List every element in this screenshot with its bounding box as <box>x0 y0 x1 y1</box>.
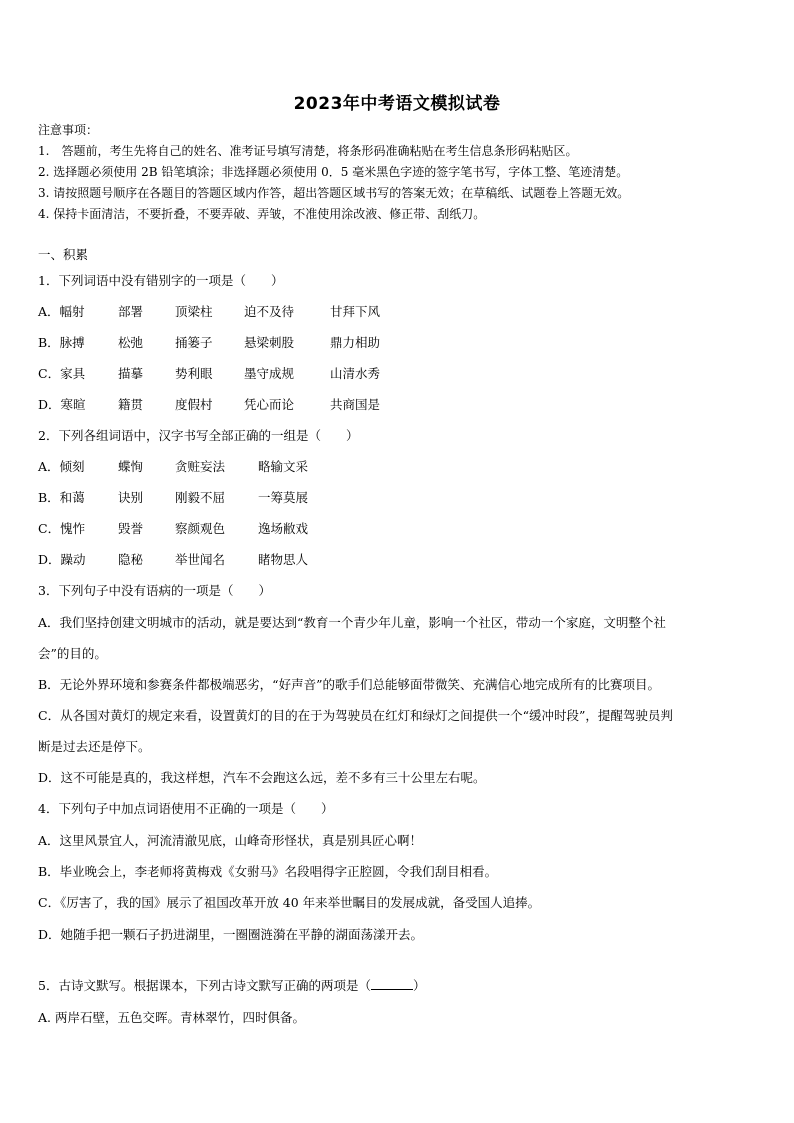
option-word: 刚毅不屈 <box>175 490 226 505</box>
question-4-stem: 4．下列句子中加点词语使用不正确的一项是（ ） <box>38 801 334 816</box>
question-4-option-c: C．《厉害了，我的国》展示了祖国改革开放 40 年来举世瞩目的发展成就，备受国人追捧。 <box>38 895 541 910</box>
option-label: C．愧怍 <box>38 521 86 536</box>
question-3-option-c-cont: 断是过去还是停下。 <box>38 739 151 754</box>
option-word: 部署 <box>118 304 144 319</box>
option-word: 迫不及待 <box>244 304 295 319</box>
answer-blank[interactable] <box>371 978 413 990</box>
option-word: 墨守成规 <box>244 366 295 381</box>
option-word: 捅篓子 <box>175 335 213 350</box>
option-label: B．和蔼 <box>38 490 85 505</box>
option-word: 描摹 <box>118 366 144 381</box>
option-word: 山清水秀 <box>330 366 381 381</box>
note-item: 3. 请按照题号顺序在各题目的答题区域内作答，超出答题区域书写的答案无效；在草稿纸、试题卷上答题无效。 <box>38 186 630 200</box>
option-label: C．家具 <box>38 366 86 381</box>
option-word: 毁誉 <box>118 521 144 536</box>
option-word: 共商国是 <box>330 397 381 412</box>
option-word: 察颜观色 <box>175 521 226 536</box>
option-word: 鼎力相助 <box>330 335 381 350</box>
option-label: D．寒暄 <box>38 397 86 412</box>
option-word: 凭心而论 <box>244 397 295 412</box>
question-3-option-c: C．从各国对黄灯的规定来看，设置黄灯的目的在于为驾驶员在红灯和绿灯之间提供一个“缓冲时段”，提醒驾驶员判 <box>38 708 673 723</box>
question-4-option-a: A．这里风景宜人，河流清澈见底，山峰奇形怪状，真是别具匠心啊！ <box>38 833 423 848</box>
option-word: 悬梁刺股 <box>244 335 295 350</box>
option-word: 籍贯 <box>118 397 144 412</box>
option-word: 势利眼 <box>175 366 213 381</box>
notes-heading: 注意事项： <box>38 123 99 137</box>
question-3-stem: 3．下列句子中没有语病的一项是（ ） <box>38 583 271 598</box>
option-word: 顶梁柱 <box>175 304 213 319</box>
question-4-option-d: D．她随手把一颗石子扔进湖里，一圈圈涟漪在平静的湖面荡漾开去。 <box>38 927 424 942</box>
question-5-option-a: A. 两岸石壁，五色交晖。青林翠竹，四时俱备。 <box>38 1010 305 1025</box>
option-word: 松弛 <box>118 335 144 350</box>
question-3-option-a: A．我们坚持创建文明城市的活动，就是要达到“教育一个青少年儿童，影响一个社区，带动一个家庭，文明整个社 <box>38 615 666 630</box>
option-label: A．倾刻 <box>38 459 85 474</box>
question-2-stem: 2．下列各组词语中，汉字书写全部正确的一组是（ ） <box>38 428 359 443</box>
option-word: 蝶恂 <box>118 459 144 474</box>
question-3-option-d: D．这不可能是真的，我这样想，汽车不会跑这么远，差不多有三十公里左右呢。 <box>38 770 486 785</box>
option-word: 一筹莫展 <box>258 490 309 505</box>
question-1-stem: 1．下列词语中没有错别字的一项是（ ） <box>38 273 284 288</box>
page-title: 2023年中考语文模拟试卷 <box>293 94 501 114</box>
option-word: 略输文采 <box>258 459 309 474</box>
option-word: 贪赃妄法 <box>175 459 226 474</box>
section-heading: 一、积累 <box>38 247 89 262</box>
question-4-option-b: B．毕业晚会上，李老师将黄梅戏《女驸马》名段唱得字正腔圆，令我们刮目相看。 <box>38 864 498 879</box>
question-3-option-a-cont: 会”的目的。 <box>38 646 107 661</box>
question-5-stem <box>38 978 425 994</box>
question-3-option-b: B．无论外界环境和参赛条件都极端恶劣，“好声音”的歌手们总能够面带微笑、充满信心地完成所有的比赛项目。 <box>38 677 660 692</box>
question-5-stem-close: ） <box>412 978 426 993</box>
question-5-stem-text: 5．古诗文默写。根据课本，下列古诗文默写正确的两项是（ <box>38 978 371 993</box>
option-label: B．脉搏 <box>38 335 85 350</box>
option-word: 度假村 <box>175 397 213 412</box>
option-word: 甘拜下风 <box>330 304 381 319</box>
note-item: 1. 答题前，考生先将自己的姓名、准考证号填写清楚，将条形码准确粘贴在考生信息条形码粘贴区。 <box>38 144 578 158</box>
option-word: 诀别 <box>118 490 144 505</box>
note-item: 2. 选择题必须使用 2B 铅笔填涂；非选择题必须使用 0．5 毫米黑色字迹的签字笔书写，字体工整、笔迹清楚。 <box>38 165 629 179</box>
option-word: 举世闻名 <box>175 552 226 567</box>
option-word: 睹物思人 <box>258 552 309 567</box>
option-word: 隐秘 <box>118 552 144 567</box>
option-label: D．躁动 <box>38 552 86 567</box>
option-label: A．幅射 <box>38 304 85 319</box>
note-item: 4. 保持卡面清洁，不要折叠，不要弄破、弄皱，不准使用涂改液、修正带、刮纸刀。 <box>38 207 486 221</box>
option-word: 逸场敝戏 <box>258 521 309 536</box>
